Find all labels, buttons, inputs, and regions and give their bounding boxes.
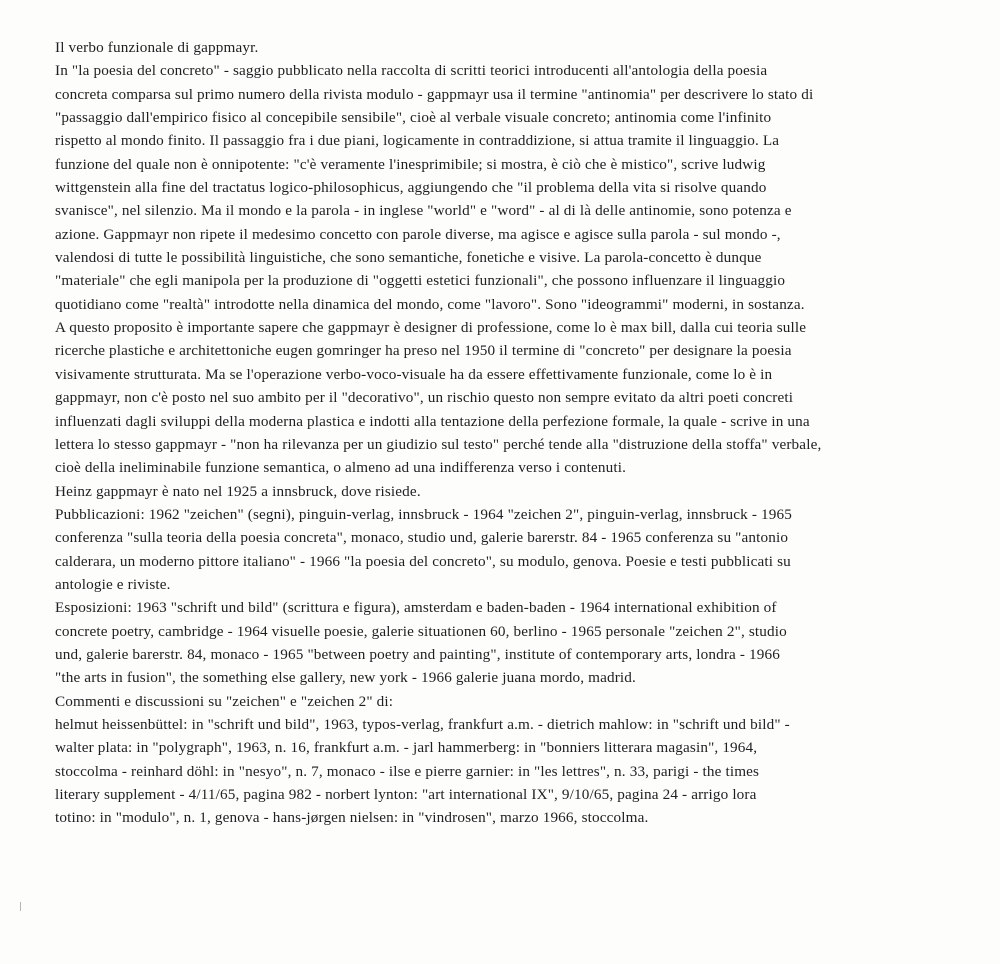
text-line: rispetto al mondo finito. Il passaggio fra i due piani, logicamente in contraddizione, si attua tramite il linguaggio. La — [55, 132, 780, 150]
text-line-biography: Heinz gappmayr è nato nel 1925 a innsbruck, dove risiede. — [55, 482, 421, 500]
text-line: antologie e riviste. — [55, 575, 171, 593]
margin-mark — [20, 902, 21, 911]
text-line: valendosi di tutte le possibilità linguistiche, che sono semantiche, fonetiche e visive. La parola-concetto è dunque — [55, 249, 762, 267]
text-line: gappmayr, non c'è posto nel suo ambito per il "decorativo", un rischio questo non sempre evitato da altri poeti concreti — [55, 389, 794, 407]
text-line: In "la poesia del concreto" - saggio pubblicato nella raccolta di scritti teorici introducenti all'antologia della poesia — [55, 62, 768, 80]
text-line: funzione del quale non è onnipotente: "c'è veramente l'inesprimibile; si mostra, è ciò che è mistico", scrive ludwig — [55, 155, 766, 173]
text-line-publications: Pubblicazioni: 1962 "zeichen" (segni), pinguin-verlag, innsbruck - 1964 "zeichen 2", pinguin-verlag, innsbruck - 1965 — [55, 505, 792, 523]
text-line: und, galerie barerstr. 84, monaco - 1965 "between poetry and painting", institute of contemporary arts, londra - 1966 — [55, 645, 780, 663]
text-line: A questo proposito è importante sapere che gappmayr è designer di professione, come lo è max bill, dalla cui teoria sulle — [55, 319, 807, 337]
text-line-comments: Commenti e discussioni su "zeichen" e "zeichen 2" di: — [55, 692, 394, 710]
text-line: stoccolma - reinhard döhl: in "nesyo", n. 7, monaco - ilse e pierre garnier: in "les lettres", n. 33, parigi - the times — [55, 762, 760, 780]
text-line: quotidiano come "realtà" introdotte nella dinamica del mondo, come "lavoro". Sono "ideogrammi" moderni, in sostanza. — [55, 295, 805, 313]
text-line: ricerche plastiche e architettoniche eugen gomringer ha preso nel 1950 il termine di "concreto" per designare la poesia — [55, 342, 792, 360]
text-line: wittgenstein alla fine del tractatus logico-philosophicus, aggiungendo che "il problema della vita si risolve quando — [55, 179, 767, 197]
typewritten-text-block — [55, 36, 995, 830]
text-line: concrete poetry, cambridge - 1964 visuelle poesie, galerie situationen 60, berlino - 1965 personale "zeichen 2", studio — [55, 622, 787, 640]
text-line: svanisce", nel silenzio. Ma il mondo e la parola - in inglese "world" e "word" - al di là delle antinomie, sono potenza e — [55, 202, 792, 220]
text-line: azione. Gappmayr non ripete il medesimo concetto con parole diverse, ma agisce e agisce sulla parola - sul mondo -, — [55, 225, 781, 243]
text-line: conferenza "sulla teoria della poesia concreta", monaco, studio und, galerie barerstr. 84 - 1965 conferenza su "antonio — [55, 529, 789, 547]
text-line: lettera lo stesso gappmayr - "non ha rilevanza per un giudizio sul testo" perché tende alla "distruzione della stoffa" verbale, — [55, 435, 822, 453]
text-line: concreta comparsa sul primo numero della rivista modulo - gappmayr usa il termine "antinomia" per descrivere lo stato di — [55, 85, 814, 103]
text-line-exhibitions: Esposizioni: 1963 "schrift und bild" (scrittura e figura), amsterdam e baden-baden - 1964 international exhibition of — [55, 599, 777, 617]
text-line: visivamente strutturata. Ma se l'operazione verbo-voco-visuale ha da essere effettivamente funzionale, come lo è in — [55, 365, 773, 383]
text-line: "materiale" che egli manipola per la produzione di "oggetti estetici funzionali", che possono influenzare il linguaggio — [55, 272, 786, 290]
text-line: calderara, un moderno pittore italiano" - 1966 "la poesia del concreto", su modulo, genova. Poesie e testi pubblicati su — [55, 552, 791, 570]
text-line: "the arts in fusion", the something else gallery, new york - 1966 galerie juana mordo, madrid. — [55, 669, 636, 687]
text-line: influenzati dagli sviluppi della moderna plastica e indotti alla tentazione della perfezione formale, la quale - scrive in una — [55, 412, 810, 430]
text-line: walter plata: in "polygraph", 1963, n. 16, frankfurt a.m. - jarl hammerberg: in "bonniers litterara magasin", 1964, — [55, 739, 758, 757]
text-line: totino: in "modulo", n. 1, genova - hans-jørgen nielsen: in "vindrosen", marzo 1966, stoccolma. — [55, 809, 649, 827]
text-line: "passaggio dall'empirico fisico al concepibile sensibile", cioè al verbale visuale concreto; antinomia come l'infinito — [55, 109, 772, 127]
text-line: literary supplement - 4/11/65, pagina 982 - norbert lynton: "art international IX", 9/10/65, pagina 24 - arrigo lora — [55, 786, 757, 803]
text-line-title: Il verbo funzionale di gappmayr. — [55, 39, 259, 56]
text-line: helmut heissenbüttel: in "schrift und bild", 1963, typos-verlag, frankfurt a.m. - dietrich mahlow: in "schrift und bild" - — [55, 715, 790, 733]
text-line: cioè della ineliminabile funzione semantica, o almeno ad una indifferenza verso i contenuti. — [55, 459, 627, 477]
